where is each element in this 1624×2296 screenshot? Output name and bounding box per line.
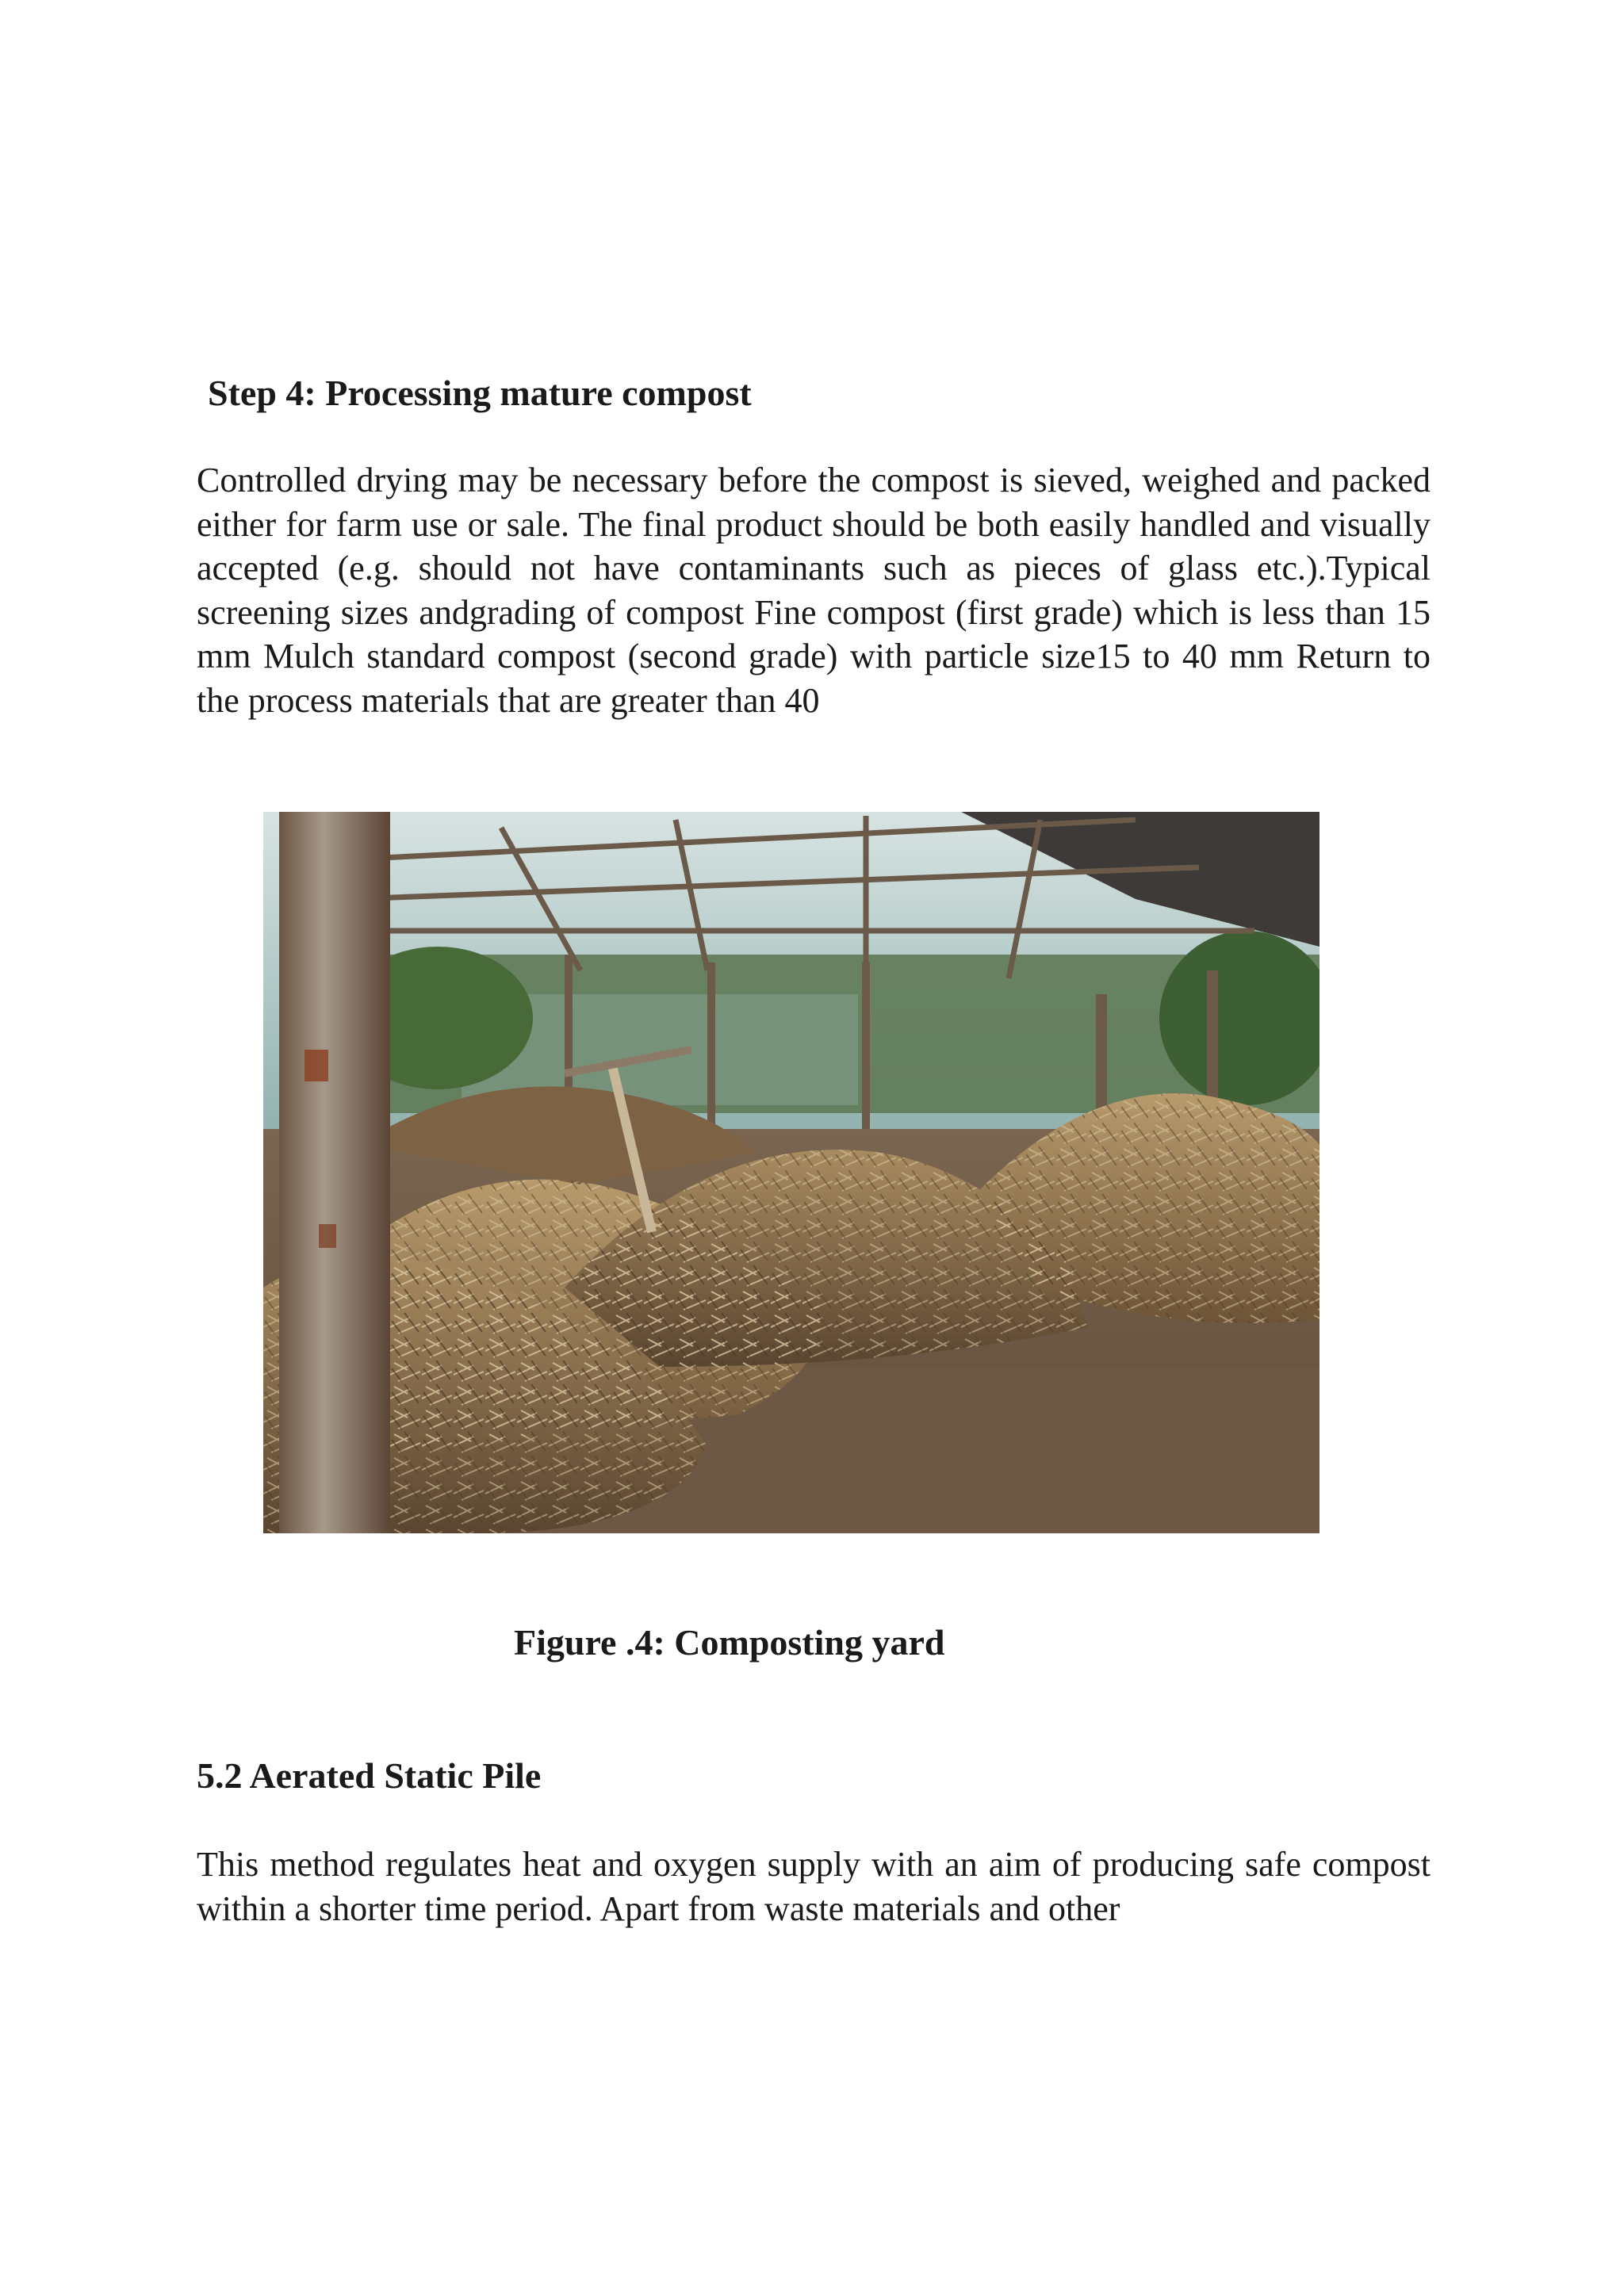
step4-heading: Step 4: Processing mature compost [208, 373, 752, 413]
figure-caption: Figure .4: Composting yard [514, 1622, 945, 1663]
step4-paragraph: Controlled drying may be necessary before the compost is sieved, weighed and packed either for farm use or sale. The final product should be both easily handled and visually accepted (e.g. should not have contaminants such as pieces of glass etc.).Typical screening sizes andgrading of compost Fine compost (first grade) which is less than 15 mm Mulch standard compost (second grade) with particle size15 to 40 mm Return to the process materials that are greater than 40 [197, 461, 1431, 720]
section-5-2-heading: 5.2 Aerated Static Pile [197, 1755, 542, 1796]
section-5-2-paragraph: This method regulates heat and oxygen supply with an aim of producing safe compost within a shorter time period. Apart from waste materials and other [197, 1845, 1431, 1928]
composting-yard-photo [263, 812, 1320, 1533]
